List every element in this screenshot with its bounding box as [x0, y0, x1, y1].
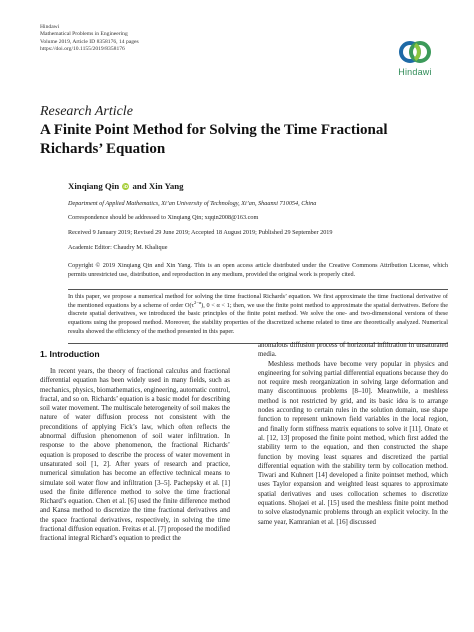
journal-name: Mathematical Problems in Engineering — [40, 31, 128, 38]
left-column — [40, 367, 230, 544]
abstract-text: In this paper, we propose a numerical method for solving the time fractional Richards’ equation. We first approximate the time fractional derivative of the mentioned equations by a scheme of order O(τ — [68, 293, 448, 309]
correspondence: Correspondence should be addressed to Xinqiang Qin; xqqin2008@163.com — [68, 214, 259, 221]
paragraph: In recent years, the theory of fractional calculus and fractional differential equation has been widely used in many fields, such as mechanics, physics, biomathematics, engineering, automatic control, fractal, and so on. Richards’ equation is a basic model for describing soil water movement. The multiscale heterogeneity of soil makes the nature of water diffusion process not consistent with the preconditions of applying Fick’s law, which often reflects the abnormal diffusion phenomenon of soil water infiltration. In response to the above phenomenon, the fractional Richards’ equation is proposed to describe the process of water movement in unsaturated soil [1, 2]. After years of research and practice, numerical simulation has become an effective technical means to simulate soil water flow and infiltration [3–5]. Pachepsky et al. [1] used the finite difference method to solve the time fractional Richard’s equation. Chen et al. [6] used the finite difference method and Kansa method to discretize the time fractional derivatives and the space fractional derivatives, respectively, in solving the time fractional diffusion equation. Freitas et al. [7] proposed the modified fractional integral Richard’s equation to predict the — [40, 368, 230, 543]
right-column — [258, 341, 448, 527]
paragraph: anomalous diffusion process of horizontal infiltration in unsaturated media. — [258, 342, 448, 359]
hindawi-logo — [394, 38, 436, 77]
history-dates: Received 9 January 2019; Revised 29 June 2019; Accepted 18 August 2019; Published 29 September 2019 — [68, 229, 333, 236]
hindawi-logo-icon — [398, 38, 432, 66]
doi-link[interactable]: https://doi.org/10.1155/2019/8358176 — [40, 45, 125, 52]
abstract-exponent: 2−α — [194, 299, 202, 305]
abstract — [68, 293, 448, 337]
author-line — [68, 181, 184, 191]
article-title: A Finite Point Method for Solving the Time Fractional Richards’ Equation — [40, 122, 388, 157]
journal-header — [40, 24, 139, 53]
hindawi-logo-text: Hindawi — [398, 67, 432, 77]
author-separator: and — [130, 181, 149, 191]
orcid-icon[interactable]: iD — [123, 184, 129, 189]
abstract-text: ), 0 < α < 1; then, we use the finite point method to approximate the spatial derivatives. Before the discrete spatial derivatives, we introduced the basic principles of the finite point method. We solve the one- and two-dimensional versions of these equations using the proposed method. Moreover, the stability properties of the discretized scheme related to time are theoretically analyzed. Numerical results showed the efficiency of the method presented in this paper. — [68, 301, 448, 335]
author-name[interactable]: Xinqiang Qin — [68, 181, 120, 191]
article-type: Research Article — [40, 104, 133, 119]
abstract-top-divider — [68, 289, 448, 290]
copyright-notice: Copyright © 2019 Xinqiang Qin and Xin Yang. This is an open access article distributed under the Creative Commons Attribution License, which permits unrestricted use, distribution, and reproduction in any medium, provided the original work is properly cited. — [68, 262, 448, 278]
volume-line: Volume 2019, Article ID 8358176, 14 pages — [40, 38, 139, 45]
affiliation: Department of Applied Mathematics, Xi’an University of Technology, Xi’an, Shaanxi 710054, China — [68, 200, 317, 207]
section-heading: 1. Introduction — [40, 349, 100, 359]
paragraph: Meshless methods have become very popular in physics and engineering for solving partial differential equations because they do not require mesh reorganization in solving large deformation and many discontinuous problems [8–10]. Meanwhile, a meshless method is not restricted by grid, and its basic idea is to arrange nodes according to certain rules in the solution domain, use shape function to represent unknown field variables in the local region, and finally form stiffness matrix equations to solve it [11]. Onate et al. [12, 13] proposed the finite point method, which first added the stability term to the equation, and then constructed the shape function by moving least squares and discretized the partial differential equation with the stability term by collocation method. Tiwari and Kuhnert [14] developed a finite pointset method, which uses Taylor expansion and weighted least squares to approximate spatial derivatives and uses collocation schemes to discretize equations. Shojaei et al. [15] used the meshless finite point method to solve elastodynamic problems through an explicit velocity. In the same year, Kamranian et al. [16] discussed — [258, 360, 448, 526]
publisher-name: Hindawi — [40, 24, 60, 30]
author-name[interactable]: Xin Yang — [148, 181, 184, 191]
academic-editor: Academic Editor: Chaudry M. Khalique — [68, 244, 168, 251]
